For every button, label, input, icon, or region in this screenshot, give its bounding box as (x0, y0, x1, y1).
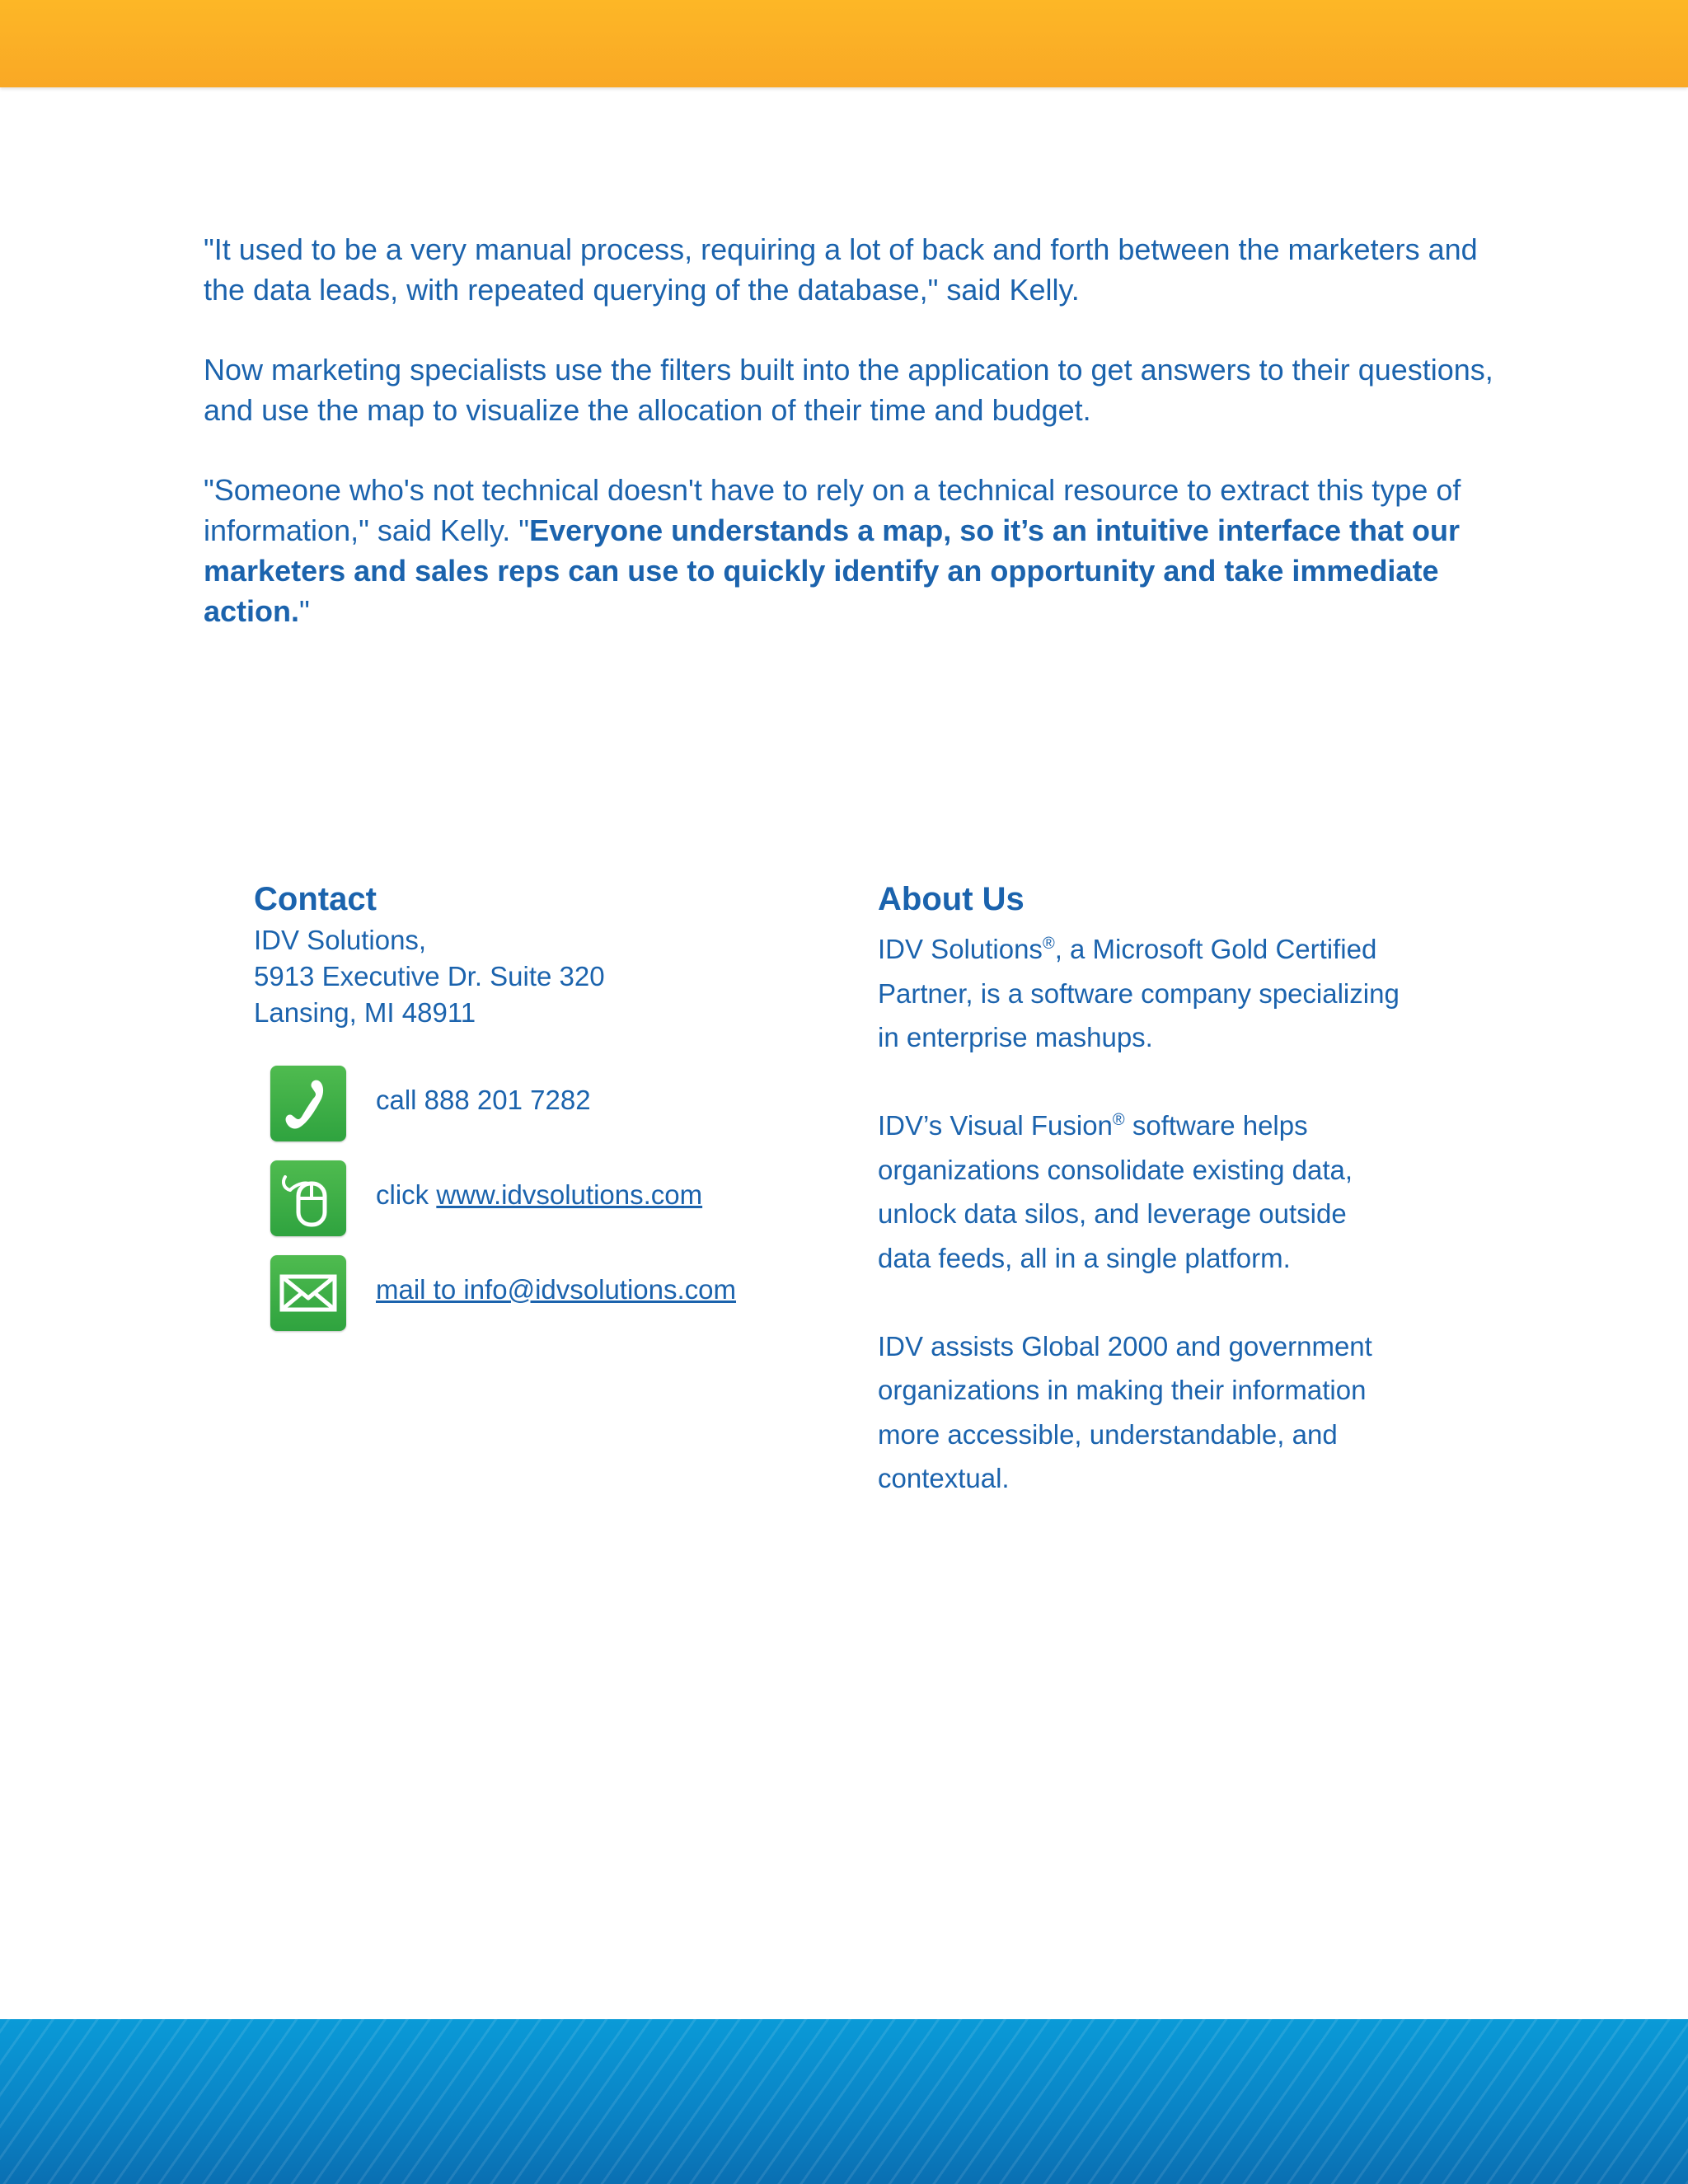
paragraph-1: "It used to be a very manual process, requiring a lot of back and forth between the marketers and the data leads, with repeated querying of the database," said Kelly. (204, 232, 1478, 307)
contact-section (254, 876, 831, 1305)
email-row (270, 1255, 847, 1331)
paragraph-2: Now marketing specialists use the filters built into the application to get answers to their questions, and use the map to visualize the allocation of their time and budget. (204, 353, 1493, 427)
about-paragraph-1 (878, 927, 1405, 1060)
website-link[interactable]: www.idvsolutions.com (436, 1179, 703, 1210)
envelope-icon (270, 1255, 346, 1331)
phone-text: call 888 201 7282 (376, 1085, 591, 1115)
contact-heading: Contact (254, 881, 377, 917)
about-heading: About Us (878, 881, 1025, 917)
email-link[interactable]: mail to info@idvsolutions.com (376, 1274, 737, 1305)
mouse-icon (270, 1160, 346, 1236)
phone-row (270, 1066, 847, 1141)
paragraph-3-tail: " (299, 594, 310, 628)
paragraph-3 (204, 470, 1522, 631)
about-p1-start: IDV Solutions (878, 934, 1043, 964)
phone-icon (270, 1066, 346, 1141)
address-line-2: 5913 Executive Dr. Suite 320 (254, 961, 605, 991)
registered-mark: ® (1112, 1111, 1125, 1129)
bottom-banner (0, 2019, 1688, 2184)
registered-mark: ® (1042, 935, 1055, 953)
top-banner (0, 0, 1688, 87)
about-paragraph-3: IDV assists Global 2000 and government organizations in making their information more accessible, understandable, and contextual. (878, 1330, 1372, 1493)
email-text (376, 1272, 736, 1308)
website-text (376, 1177, 702, 1213)
website-row (270, 1160, 847, 1236)
about-section (878, 876, 1455, 1544)
about-p2-rest: software helps organizations consolidate existing data, unlock data silos, and leverage outside data feeds, all in a single platform. (878, 1110, 1353, 1273)
about-paragraph-2 (878, 1104, 1405, 1280)
article-body (204, 229, 1522, 671)
paragraph-3-lead: "Someone who's not technical doesn't have to rely on a technical resource to extract this type of information," said Kelly. " (204, 473, 1461, 547)
website-prefix: click (376, 1179, 437, 1210)
address-line-3: Lansing, MI 48911 (254, 997, 476, 1028)
paragraph-3-emphasis: Everyone understands a map, so it’s an intuitive interface that our marketers and sales reps can use to quickly identify an opportunity and take immediate action. (204, 513, 1460, 628)
about-p1-rest: , a Microsoft Gold Certified Partner, is a software company specializing in enterprise mashups. (878, 934, 1400, 1052)
about-p2-start: IDV’s Visual Fusion (878, 1110, 1113, 1141)
address-line-1: IDV Solutions, (254, 925, 427, 955)
